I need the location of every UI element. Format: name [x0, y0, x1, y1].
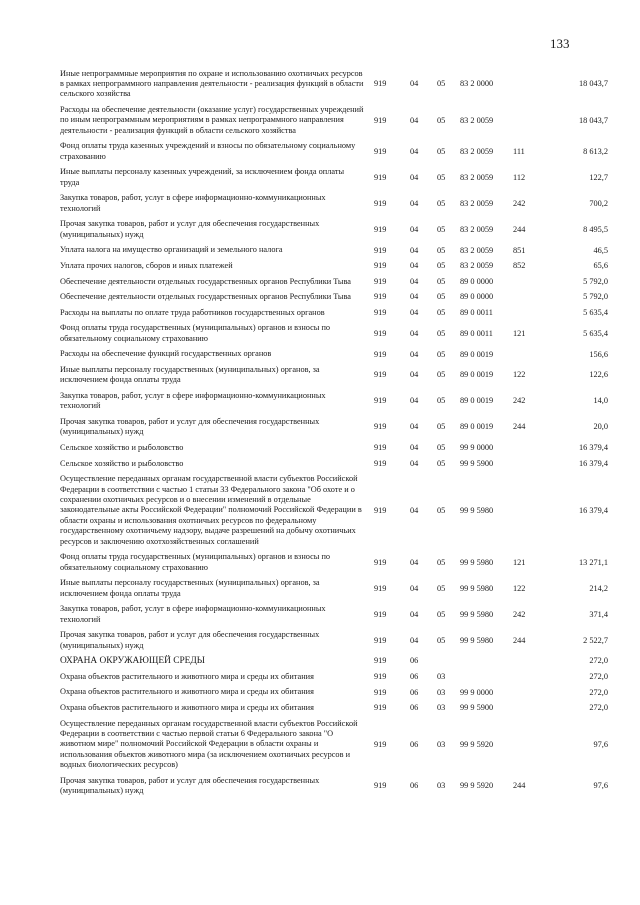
- target-article-code: 83 2 0059: [460, 146, 494, 156]
- section-code: 04: [410, 276, 419, 286]
- target-article-code: 99 9 5980: [460, 505, 494, 515]
- section-code: 04: [410, 198, 419, 208]
- expense-description: Иные непрограммные мероприятия по охране и использованию охотничьих ресурсов в рамках непрограммного направления деятельности - реализация функций в области сельского хозяйства: [60, 68, 364, 99]
- expense-type-code: 242: [513, 198, 526, 208]
- ministry-code: 919: [374, 442, 387, 452]
- ministry-code: 919: [374, 557, 387, 567]
- table-row: [60, 388, 608, 414]
- table-row: [60, 472, 608, 550]
- budget-table: [60, 66, 608, 799]
- ministry-code: 919: [374, 739, 387, 749]
- subsection-code: 05: [437, 172, 446, 182]
- table-row: [60, 414, 608, 440]
- amount: 5 635,4: [583, 307, 608, 317]
- section-code: 04: [410, 583, 419, 593]
- expense-type-code: 121: [513, 328, 526, 338]
- amount: 18 043,7: [578, 79, 608, 88]
- target-article-code: 83 2 0059: [460, 115, 494, 125]
- subsection-code: 05: [437, 328, 446, 338]
- expense-description: Расходы на обеспечение деятельности (оказание услуг) государственных учреждений по иным непрограммным мероприятиям в рамках непрограммного направления деятельности - реализация функций в области сельского хозяйства: [60, 105, 364, 135]
- section-code: 04: [410, 307, 419, 317]
- subsection-code: 05: [437, 261, 446, 270]
- section-code: 04: [410, 609, 419, 619]
- section-code: 04: [410, 328, 419, 338]
- section-code: 06: [410, 739, 419, 749]
- target-article-code: 99 9 5900: [460, 458, 494, 468]
- amount: 16 379,4: [578, 442, 608, 452]
- expense-type-code: 851: [513, 245, 526, 255]
- expense-description: Осуществление переданных органам государственной власти субъектов Российской Федерации в соответствии с частью первой статьи 6 Федерального закона "О животном мире" полномочий Российской Федерации в области охраны и использования объектов животного мира (за исключением охотничьих ресурсов и водных биологических ресурсов): [60, 718, 358, 770]
- table-row: [60, 258, 608, 274]
- section-row: [60, 654, 608, 670]
- section-code: 04: [410, 79, 419, 88]
- table-row: [60, 139, 608, 165]
- expense-type-code: 122: [513, 583, 526, 593]
- subsection-code: 05: [437, 635, 446, 645]
- target-article-code: 99 9 0000: [460, 442, 494, 452]
- subsection-code: 05: [437, 396, 446, 406]
- target-article-code: 89 0 0011: [460, 307, 493, 317]
- expense-description: Расходы на выплаты по оплате труда работников государственных органов: [60, 307, 325, 317]
- ministry-code: 919: [374, 276, 387, 286]
- expense-description: Прочая закупка товаров, работ и услуг для обеспечения государственных (муниципальных) нужд: [60, 775, 320, 796]
- expense-description: Уплата налога на имущество организаций и земельного налога: [60, 245, 283, 255]
- subsection-code: 03: [437, 780, 446, 790]
- target-article-code: 89 0 0000: [460, 292, 494, 302]
- subsection-code: 05: [437, 115, 446, 125]
- target-article-code: 89 0 0019: [460, 422, 494, 432]
- expense-description: Иные выплаты персоналу казенных учреждений, за исключением фонда оплаты труда: [60, 167, 345, 187]
- expense-description: Сельское хозяйство и рыболовство: [60, 442, 184, 452]
- section-code: 04: [410, 458, 419, 468]
- expense-description: Закупка товаров, работ, услуг в сфере информационно-коммуникационных технологий: [60, 604, 326, 624]
- subsection-code: 03: [437, 671, 446, 681]
- amount: 2 522,7: [583, 635, 608, 645]
- expense-description: Охрана объектов растительного и животного мира и среды их обитания: [60, 702, 314, 712]
- target-article-code: 99 9 5980: [460, 635, 494, 645]
- amount: 272,0: [589, 671, 608, 681]
- table-row: [60, 347, 608, 363]
- amount: 20,0: [593, 422, 608, 432]
- amount: 122,7: [589, 172, 608, 182]
- expense-type-code: 244: [513, 635, 526, 645]
- ministry-code: 919: [374, 780, 387, 790]
- table-row: [60, 440, 608, 456]
- target-article-code: 99 9 5920: [460, 739, 494, 749]
- subsection-code: 05: [437, 307, 446, 317]
- target-article-code: 83 2 0059: [460, 198, 494, 208]
- table-row: [60, 576, 608, 602]
- expense-type-code: 242: [513, 396, 526, 406]
- ministry-code: 919: [374, 458, 387, 468]
- table-row: [60, 321, 608, 347]
- table-row: [60, 243, 608, 259]
- expense-description: Иные выплаты персоналу государственных (муниципальных) органов, за исключением фонда оплаты труда: [60, 578, 320, 598]
- subsection-code: 05: [437, 583, 446, 593]
- section-code: 04: [410, 224, 419, 234]
- section-code: 04: [410, 442, 419, 452]
- amount: 16 379,4: [578, 458, 608, 468]
- amount: 371,4: [589, 609, 608, 619]
- subsection-code: 03: [437, 702, 446, 712]
- amount: 13 271,1: [578, 557, 608, 567]
- amount: 122,6: [589, 370, 608, 380]
- table-row: [60, 628, 608, 654]
- table-row: [60, 456, 608, 472]
- subsection-code: 05: [437, 292, 446, 302]
- ministry-code: 919: [374, 79, 387, 88]
- amount: 14,0: [593, 396, 608, 406]
- ministry-code: 919: [374, 422, 387, 432]
- ministry-code: 919: [374, 224, 387, 234]
- ministry-code: 919: [374, 198, 387, 208]
- expense-description: Закупка товаров, работ, услуг в сфере информационно-коммуникационных технологий: [60, 193, 326, 213]
- table-row: [60, 700, 608, 716]
- amount: 97,6: [593, 739, 608, 749]
- subsection-code: 05: [437, 505, 446, 515]
- subsection-code: 03: [437, 739, 446, 749]
- ministry-code: 919: [374, 702, 387, 712]
- expense-description: Охрана объектов растительного и животного мира и среды их обитания: [60, 687, 314, 697]
- amount: 272,0: [589, 702, 608, 712]
- table-row: [60, 773, 608, 799]
- target-article-code: 89 0 0000: [460, 276, 494, 286]
- ministry-code: 919: [374, 115, 387, 125]
- expense-description: Уплата прочих налогов, сборов и иных платежей: [60, 261, 233, 270]
- ministry-code: 919: [374, 172, 387, 182]
- section-code: 06: [410, 656, 419, 666]
- expense-description: Расходы на обеспечение функций государственных органов: [60, 349, 272, 359]
- expense-type-code: 244: [513, 780, 526, 790]
- table-row: [60, 66, 608, 102]
- section-code: 04: [410, 370, 419, 380]
- target-article-code: 99 9 5980: [460, 583, 494, 593]
- target-article-code: 89 0 0019: [460, 396, 494, 406]
- ministry-code: 919: [374, 349, 387, 359]
- subsection-code: 05: [437, 276, 446, 286]
- expense-description: Осуществление переданных органам государственной власти субъектов Российской Федерации в соответствии с частью 1 статьи 33 Федерального закона "Об охоте и о сохранении охотничьих ресурсов и о внесении изменений в отдельные законодательные акты Российской Федерации" полномочий Российской Федерации в области охраны и использования охотничьих ресурсов по федеральному государственному охотничьему надзору, выдаче разрешений на добычу охотничьих ресурсов и заключению охотхозяйственных соглашений: [60, 474, 362, 546]
- expense-type-code: 242: [513, 609, 526, 619]
- table-row: [60, 669, 608, 685]
- amount: 97,6: [593, 780, 608, 790]
- expense-description: Обеспечение деятельности отдельных государственных органов Республики Тыва: [60, 276, 351, 286]
- amount: 700,2: [589, 198, 608, 208]
- page-number: 133: [550, 36, 570, 51]
- subsection-code: 05: [437, 198, 446, 208]
- amount: 8 495,5: [583, 224, 608, 234]
- target-article-code: 89 0 0019: [460, 349, 494, 359]
- ministry-code: 919: [374, 583, 387, 593]
- subsection-code: 05: [437, 557, 446, 567]
- subsection-code: 05: [437, 442, 446, 452]
- section-code: 04: [410, 146, 419, 156]
- table-row: [60, 191, 608, 217]
- target-article-code: 83 2 0059: [460, 224, 494, 234]
- ministry-code: 919: [374, 146, 387, 156]
- target-article-code: 89 0 0019: [460, 370, 494, 380]
- expense-description: Охрана объектов растительного и животного мира и среды их обитания: [60, 671, 314, 681]
- amount: 5 635,4: [583, 328, 608, 338]
- table-row: [60, 217, 608, 243]
- amount: 5 792,0: [583, 276, 608, 286]
- target-article-code: 99 9 5920: [460, 780, 494, 790]
- expense-description: Прочая закупка товаров, работ и услуг для обеспечения государственных (муниципальных) нужд: [60, 219, 320, 239]
- section-code: 06: [410, 702, 419, 712]
- section-code: 04: [410, 557, 419, 567]
- target-article-code: 89 0 0011: [460, 328, 493, 338]
- target-article-code: 99 9 0000: [460, 687, 494, 697]
- ministry-code: 919: [374, 687, 387, 697]
- table-row: [60, 165, 608, 191]
- table-row: [60, 305, 608, 321]
- expense-type-code: 244: [513, 224, 526, 234]
- expense-description: Иные выплаты персоналу государственных (муниципальных) органов, за исключением фонда оплаты труда: [60, 364, 320, 385]
- target-article-code: 83 2 0059: [460, 172, 494, 182]
- expense-type-code: 111: [513, 146, 525, 156]
- expense-description: ОХРАНА ОКРУЖАЮЩЕЙ СРЕДЫ: [60, 656, 205, 667]
- amount: 16 379,4: [578, 505, 608, 515]
- amount: 8 613,2: [583, 146, 608, 156]
- subsection-code: 05: [437, 609, 446, 619]
- section-code: 04: [410, 396, 419, 406]
- section-code: 06: [410, 671, 419, 681]
- ministry-code: 919: [374, 307, 387, 317]
- subsection-code: 03: [437, 687, 446, 697]
- amount: 214,2: [589, 583, 608, 593]
- ministry-code: 919: [374, 396, 387, 406]
- table-row: [60, 716, 608, 773]
- expense-description: Сельское хозяйство и рыболовство: [60, 458, 184, 468]
- target-article-code: 83 2 0000: [460, 79, 494, 88]
- target-article-code: 99 9 5900: [460, 702, 494, 712]
- expense-type-code: 122: [513, 370, 526, 380]
- amount: 18 043,7: [578, 115, 608, 125]
- expense-description: Закупка товаров, работ, услуг в сфере информационно-коммуникационных технологий: [60, 390, 326, 411]
- section-code: 04: [410, 635, 419, 645]
- ministry-code: 919: [374, 505, 387, 515]
- table-row: [60, 685, 608, 701]
- expense-description: Фонд оплаты труда государственных (муниципальных) органов и взносы по обязательному социальному страхованию: [60, 323, 331, 343]
- amount: 272,0: [589, 687, 608, 697]
- ministry-code: 919: [374, 292, 387, 302]
- expense-description: Прочая закупка товаров, работ и услуг для обеспечения государственных (муниципальных) нужд: [60, 416, 320, 437]
- amount: 5 792,0: [583, 292, 608, 302]
- expense-type-code: 121: [513, 557, 526, 567]
- amount: 46,5: [593, 245, 608, 255]
- expense-type-code: 244: [513, 422, 526, 432]
- amount: 272,0: [589, 656, 608, 666]
- subsection-code: 05: [437, 370, 446, 380]
- subsection-code: 05: [437, 458, 446, 468]
- ministry-code: 919: [374, 671, 387, 681]
- section-code: 04: [410, 245, 419, 255]
- section-code: 06: [410, 780, 419, 790]
- table-row: [60, 274, 608, 290]
- amount: 65,6: [593, 261, 608, 270]
- table-row: [60, 102, 608, 138]
- table-row: [60, 550, 608, 576]
- subsection-code: 05: [437, 79, 446, 88]
- ministry-code: 919: [374, 609, 387, 619]
- ministry-code: 919: [374, 370, 387, 380]
- section-code: 04: [410, 292, 419, 302]
- ministry-code: 919: [374, 656, 387, 666]
- section-code: 04: [410, 422, 419, 432]
- expense-description: Прочая закупка товаров, работ и услуг для обеспечения государственных (муниципальных) нужд: [60, 630, 320, 650]
- subsection-code: 05: [437, 224, 446, 234]
- expense-type-code: 852: [513, 261, 526, 270]
- subsection-code: 05: [437, 422, 446, 432]
- subsection-code: 05: [437, 245, 446, 255]
- target-article-code: 83 2 0059: [460, 245, 494, 255]
- target-article-code: 99 9 5980: [460, 609, 494, 619]
- expense-description: Фонд оплаты труда государственных (муниципальных) органов и взносы по обязательному социальному страхованию: [60, 552, 331, 572]
- section-code: 04: [410, 115, 419, 125]
- ministry-code: 919: [374, 261, 387, 270]
- target-article-code: 99 9 5980: [460, 557, 494, 567]
- table-row: [60, 290, 608, 306]
- expense-description: Обеспечение деятельности отдельных государственных органов Республики Тыва: [60, 292, 351, 302]
- expense-description: Фонд оплаты труда казенных учреждений и взносы по обязательному социальному страхованию: [60, 141, 356, 161]
- ministry-code: 919: [374, 635, 387, 645]
- table-row: [60, 602, 608, 628]
- section-code: 04: [410, 261, 419, 270]
- subsection-code: 05: [437, 146, 446, 156]
- ministry-code: 919: [374, 328, 387, 338]
- ministry-code: 919: [374, 245, 387, 255]
- section-code: 04: [410, 172, 419, 182]
- amount: 156,6: [589, 349, 608, 359]
- target-article-code: 83 2 0059: [460, 261, 494, 270]
- section-code: 04: [410, 349, 419, 359]
- expense-type-code: 112: [513, 172, 526, 182]
- subsection-code: 05: [437, 349, 446, 359]
- table-row: [60, 362, 608, 388]
- section-code: 04: [410, 505, 419, 515]
- section-code: 06: [410, 687, 419, 697]
